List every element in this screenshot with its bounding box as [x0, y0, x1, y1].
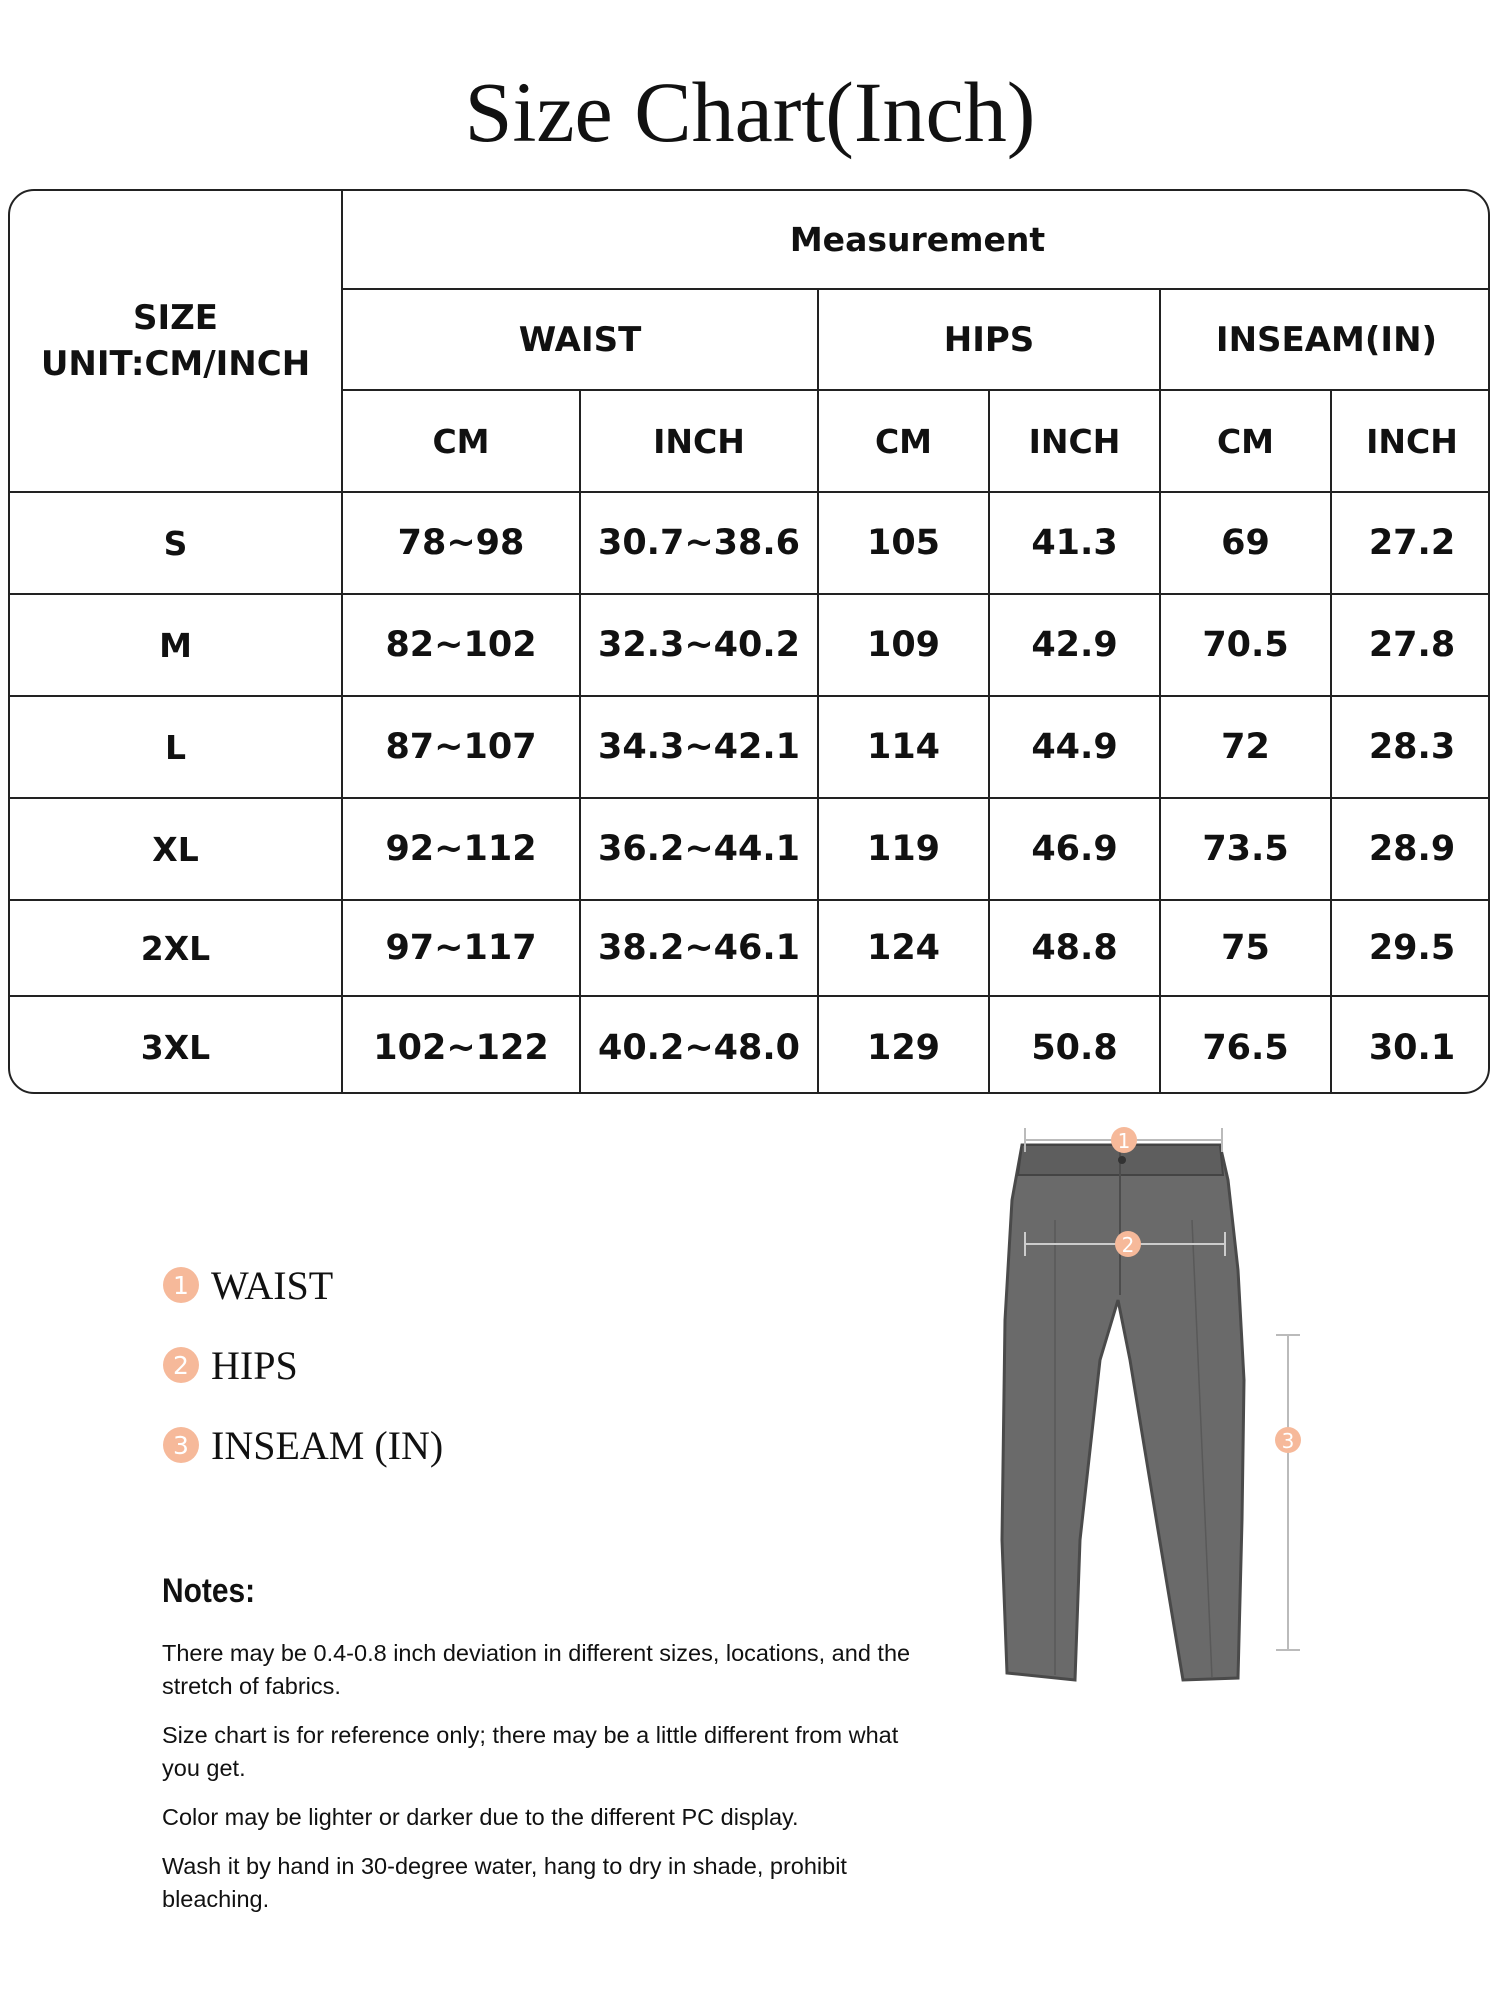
hips-inch-cell: 48.8: [989, 900, 1160, 996]
hips-header: HIPS: [818, 289, 1160, 390]
waist-header: WAIST: [342, 289, 818, 390]
unit-header-cm: CM: [1160, 390, 1331, 492]
waist-inch-cell: 32.3~40.2: [580, 594, 818, 696]
hips-marker-number: 2: [1121, 1233, 1135, 1257]
inseam-cm-cell: 72: [1160, 696, 1331, 798]
size-cell: L: [10, 696, 342, 798]
number-badge-icon: 3: [163, 1427, 199, 1463]
number-badge-icon: 1: [163, 1267, 199, 1303]
legend-label: WAIST: [211, 1262, 334, 1308]
inseam-inch-cell: 29.5: [1331, 900, 1490, 996]
legend-label: INSEAM (IN): [211, 1422, 444, 1468]
inseam-cm-cell: 75: [1160, 900, 1331, 996]
note-item: Size chart is for reference only; there may be a little different from what you get.: [162, 1722, 899, 1781]
table-row: [10, 594, 1490, 696]
page-title: Size Chart(Inch): [464, 64, 1036, 160]
unit-header-cm: CM: [818, 390, 989, 492]
measurement-legend: [163, 1245, 443, 1485]
hips-cm-cell: 109: [818, 594, 989, 696]
note-item: Color may be lighter or darker due to the different PC display.: [162, 1804, 799, 1830]
note-item: Wash it by hand in 30-degree water, hang to dry in shade, prohibit bleaching.: [162, 1853, 847, 1912]
size-cell: M: [10, 594, 342, 696]
inseam-inch-cell: 27.8: [1331, 594, 1490, 696]
pants-body: [1002, 1145, 1244, 1680]
inseam-header: INSEAM(IN): [1160, 289, 1490, 390]
unit-header-inch: INCH: [1331, 390, 1490, 492]
size-cell: 2XL: [10, 900, 342, 996]
notes-section: [162, 1572, 922, 1932]
hips-inch-cell: 44.9: [989, 696, 1160, 798]
unit-header-inch: INCH: [989, 390, 1160, 492]
legend-item-inseam: [163, 1405, 443, 1485]
waist-cm-cell: 82~102: [342, 594, 580, 696]
inseam-cm-cell: 70.5: [1160, 594, 1331, 696]
inseam-inch-cell: 27.2: [1331, 492, 1490, 594]
hips-inch-cell: 50.8: [989, 996, 1160, 1094]
unit-header-label: UNIT:CM/INCH: [40, 344, 311, 384]
waist-cm-cell: 102~122: [342, 996, 580, 1094]
unit-header-inch: INCH: [580, 390, 818, 492]
legend-item-waist: [163, 1245, 443, 1325]
inseam-cm-cell: 69: [1160, 492, 1331, 594]
inseam-inch-cell: 30.1: [1331, 996, 1490, 1094]
inseam-inch-cell: 28.3: [1331, 696, 1490, 798]
inseam-cm-cell: 76.5: [1160, 996, 1331, 1094]
size-unit-header: [10, 191, 342, 492]
waist-cm-cell: 87~107: [342, 696, 580, 798]
inseam-inch-cell: 28.9: [1331, 798, 1490, 900]
inseam-marker-number: 3: [1281, 1429, 1295, 1453]
size-chart-table: [8, 189, 1490, 1094]
waist-cm-cell: 97~117: [342, 900, 580, 996]
hips-inch-cell: 41.3: [989, 492, 1160, 594]
table-row: [10, 492, 1490, 594]
waist-inch-cell: 36.2~44.1: [580, 798, 818, 900]
size-cell: 3XL: [10, 996, 342, 1094]
hips-cm-cell: 119: [818, 798, 989, 900]
legend-label: HIPS: [211, 1342, 298, 1388]
hips-cm-cell: 129: [818, 996, 989, 1094]
legend-item-hips: [163, 1325, 443, 1405]
waist-inch-cell: 40.2~48.0: [580, 996, 818, 1094]
measurement-header: Measurement: [342, 191, 1490, 289]
hips-inch-cell: 42.9: [989, 594, 1160, 696]
table-row: [10, 900, 1490, 996]
hips-cm-cell: 124: [818, 900, 989, 996]
note-item: There may be 0.4-0.8 inch deviation in different sizes, locations, and the stretch of fabrics.: [162, 1640, 911, 1699]
inseam-cm-cell: 73.5: [1160, 798, 1331, 900]
button-icon: [1118, 1156, 1126, 1164]
hips-cm-cell: 114: [818, 696, 989, 798]
waist-cm-cell: 78~98: [342, 492, 580, 594]
table-row: [10, 696, 1490, 798]
hips-inch-cell: 46.9: [989, 798, 1160, 900]
unit-header-cm: CM: [342, 390, 580, 492]
waist-inch-cell: 34.3~42.1: [580, 696, 818, 798]
waist-inch-cell: 30.7~38.6: [580, 492, 818, 594]
hips-cm-cell: 105: [818, 492, 989, 594]
table-row: [10, 798, 1490, 900]
waist-cm-cell: 92~112: [342, 798, 580, 900]
pants-illustration: [980, 1120, 1340, 1720]
size-header-label: SIZE: [132, 298, 219, 338]
notes-title: Notes:: [162, 1572, 256, 1610]
size-cell: XL: [10, 798, 342, 900]
table-row: [10, 996, 1490, 1094]
waist-marker-number: 1: [1117, 1129, 1131, 1153]
number-badge-icon: 2: [163, 1347, 199, 1383]
waist-inch-cell: 38.2~46.1: [580, 900, 818, 996]
size-cell: S: [10, 492, 342, 594]
